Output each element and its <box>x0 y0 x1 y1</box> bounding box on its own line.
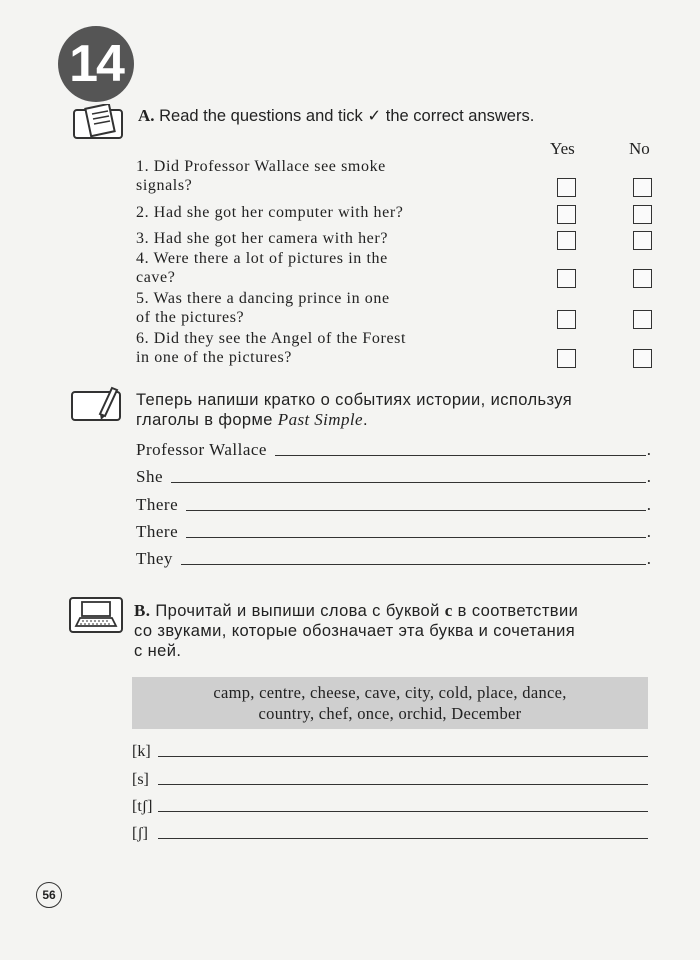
word-bank <box>132 677 648 729</box>
q5-yes-checkbox[interactable] <box>557 310 576 329</box>
period: . <box>646 495 651 514</box>
question-text: in one of the pictures? <box>136 349 292 366</box>
question-5 <box>136 289 506 327</box>
question-4 <box>136 249 506 287</box>
question-text: 1. Did Professor Wallace see smoke <box>136 158 386 175</box>
question-text: 4. Were there a lot of pictures in the <box>136 250 388 267</box>
answer-line[interactable] <box>186 537 646 538</box>
writing-instruction-text: . <box>362 411 368 429</box>
writing-row-2 <box>136 465 651 487</box>
answer-line[interactable] <box>171 482 646 483</box>
past-simple-term: Past Simple <box>277 410 363 429</box>
section-b-instruction-text: в соответствии <box>452 602 579 620</box>
sound-row-s <box>132 767 648 789</box>
sentence-starter: They <box>136 549 173 568</box>
sentence-starter: Professor Wallace <box>136 440 267 459</box>
sound-label: [s] <box>132 771 149 788</box>
unit-number: 14 <box>69 35 123 93</box>
writing-instruction <box>136 390 572 430</box>
q6-no-checkbox[interactable] <box>633 349 652 368</box>
section-b-instruction-text: Прочитай и выпиши слова с буквой <box>155 602 445 620</box>
period: . <box>646 522 651 541</box>
writing-row-3 <box>136 493 651 515</box>
answer-line[interactable] <box>158 784 648 785</box>
sound-row-tsh <box>132 794 648 816</box>
sentence-starter: There <box>136 522 179 541</box>
question-text: cave? <box>136 269 176 286</box>
question-6 <box>136 329 506 367</box>
question-text: 2. Had she got her computer with her? <box>136 204 404 221</box>
writing-instruction-line <box>136 410 572 430</box>
sound-label: [ʃ] <box>132 825 148 842</box>
sound-row-sh <box>132 821 648 843</box>
answer-line[interactable] <box>158 811 648 812</box>
sentence-starter: She <box>136 467 163 486</box>
period: . <box>646 467 651 486</box>
target-letter: c <box>444 601 453 620</box>
word-bank-line: country, chef, once, orchid, December <box>258 704 522 723</box>
writing-row-5 <box>136 547 651 569</box>
q3-no-checkbox[interactable] <box>633 231 652 250</box>
writing-instruction-line: Теперь напиши кратко о событиях истории, используя <box>136 391 573 409</box>
question-text: of the pictures? <box>136 309 245 326</box>
yes-column-header: Yes <box>550 139 575 158</box>
q1-no-checkbox[interactable] <box>633 178 652 197</box>
answer-line[interactable] <box>158 756 648 757</box>
q4-no-checkbox[interactable] <box>633 269 652 288</box>
question-2 <box>136 203 506 222</box>
answer-line[interactable] <box>158 838 648 839</box>
section-b-instruction-line: со звуками, которые обозначает эта буква и сочетания <box>134 622 576 640</box>
question-3 <box>136 229 506 248</box>
answer-line[interactable] <box>275 455 646 456</box>
sound-label: [k] <box>132 743 151 760</box>
section-b-letter: B. <box>134 601 151 620</box>
answer-line[interactable] <box>181 564 646 565</box>
pencil-icon <box>70 384 124 424</box>
sound-row-k <box>132 739 648 761</box>
question-text: signals? <box>136 177 193 194</box>
question-1 <box>136 157 506 195</box>
question-text: 5. Was there a dancing prince in one <box>136 290 390 307</box>
question-text: 3. Had she got her camera with her? <box>136 230 389 247</box>
section-b-instruction-line: с ней. <box>134 642 182 660</box>
section-b-instruction <box>134 601 578 661</box>
q6-yes-checkbox[interactable] <box>557 349 576 368</box>
writing-row-4 <box>136 520 651 542</box>
answer-line[interactable] <box>186 510 646 511</box>
section-a-letter: A. <box>138 106 155 125</box>
writing-instruction-text: глаголы в форме <box>136 411 278 429</box>
q2-no-checkbox[interactable] <box>633 205 652 224</box>
question-text: 6. Did they see the Angel of the Forest <box>136 330 407 347</box>
no-column-header: No <box>629 139 650 158</box>
section-a-instruction-text: Read the questions and tick ✓ the correct answers. <box>159 107 535 125</box>
writing-row-1 <box>136 438 651 460</box>
q4-yes-checkbox[interactable] <box>557 269 576 288</box>
period: . <box>646 549 651 568</box>
laptop-icon <box>68 596 124 636</box>
period: . <box>646 440 651 459</box>
unit-number-badge <box>58 26 134 102</box>
sound-label: [tʃ] <box>132 798 153 815</box>
notebook-icon <box>72 104 124 140</box>
sentence-starter: There <box>136 495 179 514</box>
page-number <box>36 882 62 908</box>
q5-no-checkbox[interactable] <box>633 310 652 329</box>
q3-yes-checkbox[interactable] <box>557 231 576 250</box>
section-b-instruction-line <box>134 601 578 621</box>
section-a-instruction <box>138 106 534 126</box>
page-number-text: 56 <box>42 888 56 902</box>
word-bank-line: camp, centre, cheese, cave, city, cold, place, dance, <box>213 683 567 702</box>
q2-yes-checkbox[interactable] <box>557 205 576 224</box>
q1-yes-checkbox[interactable] <box>557 178 576 197</box>
